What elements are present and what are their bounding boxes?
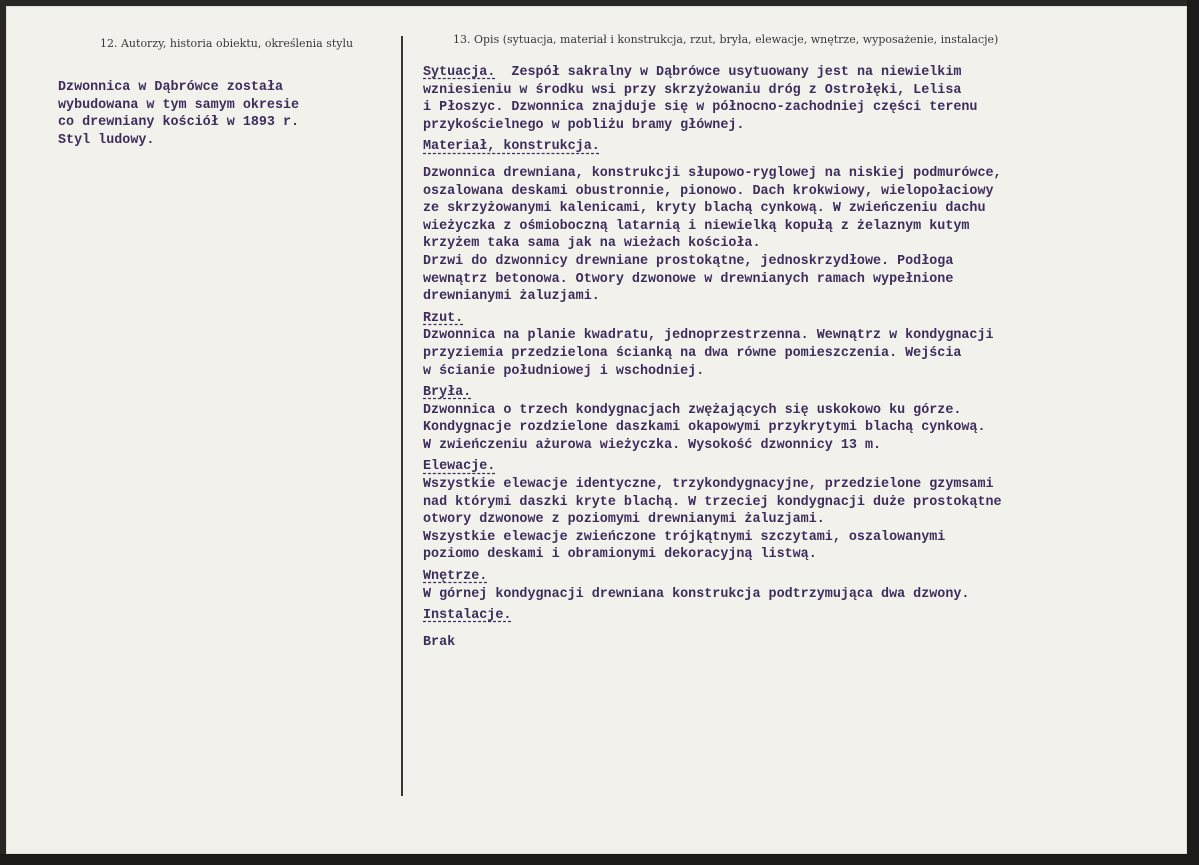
text-line: wzniesieniu w środku wsi przy skrzyżowaniu dróg z Ostrołęki, Lelisa (423, 82, 962, 98)
section-heading-body: Bryła. (423, 385, 472, 401)
text-line: w ścianie południowej i wschodniej. (423, 363, 705, 379)
column-divider (401, 36, 403, 796)
text-line: co drewniany kościół w 1893 r. (58, 115, 300, 131)
text-line: Wszystkie elewacje identyczne, trzykondygnacyjne, przedzielone gzymsami (423, 477, 994, 493)
text-line: Dzwonnica na planie kwadratu, jednoprzestrzenna. Wewnątrz w kondygnacji (423, 328, 994, 344)
section-heading-interior: Wnętrze. (423, 569, 488, 585)
description-text (423, 64, 1002, 651)
text-line: oszalowana deskami obustronnie, pionowo. Dach krokwiowy, wielopołaciowy (423, 183, 994, 199)
text-line: wieżyczka z ośmioboczną latarnią i niewielką kopułą z żelaznym kutym (423, 218, 970, 234)
text-line: poziomo deskami i obramionymi dekoracyjną listwą. (423, 547, 817, 563)
text-line: Drzwi do dzwonnicy drewniane prostokątne, jednoskrzydłowe. Podłoga (423, 253, 954, 269)
text-line: drewnianymi żaluzjami. (423, 289, 600, 305)
text-line: wybudowana w tym samym okresie (58, 97, 300, 113)
section-heading-material: Materiał, konstrukcja. (423, 139, 600, 155)
text-line: Brak (423, 634, 456, 650)
text-line: Dzwonnica o trzech kondygnacjach zwężających się uskokowo ku górze. (423, 402, 962, 418)
field-13-header: 13. Opis (sytuacja, materiał i konstrukcja, rzut, bryła, elewacje, wnętrze, wyposażenie, instalacje) (453, 33, 999, 46)
text-line: Zespół sakralny w Dąbrówce usytuowany jest na niewielkim (511, 65, 962, 80)
text-line: ze skrzyżowanymi kalenicami, kryty blachą cynkową. W zwieńczeniu dachu (423, 201, 986, 217)
section-situation-line (423, 64, 1002, 82)
text-line: Kondygnacje rozdzielone daszkami okapowymi przykrytymi blachą cynkową. (423, 420, 986, 436)
text-line: W górnej kondygnacji drewniana konstrukcja podtrzymująca dwa dzwony. (423, 586, 970, 602)
section-heading-situation: Sytuacja. (423, 65, 496, 80)
section-heading-elevations: Elewacje. (423, 459, 496, 475)
section-heading-installations: Instalacje. (423, 608, 512, 624)
scan-edge-bottom (0, 854, 1199, 865)
text-line: wewnątrz betonowa. Otwory dzwonowe w drewnianych ramach wypełnione (423, 271, 954, 287)
text-line: przykościelnego w pobliżu bramy głównej. (423, 117, 745, 133)
section-heading-plan: Rzut. (423, 310, 464, 326)
field-12-header: 12. Autorzy, historia obiektu, określenia stylu (100, 37, 354, 50)
text-line: Dzwonnica w Dąbrówce została (58, 80, 283, 95)
text-line: Wszystkie elewacje zwieńczone trójkątnymi szczytami, oszalowanymi (423, 529, 946, 545)
text-line: Styl ludowy. (58, 132, 155, 148)
text-line: otwory dzwonowe z poziomymi drewnianymi żaluzjami. (423, 512, 825, 528)
text-line: przyziemia przedzielona ścianką na dwa równe pomieszczenia. Wejścia (423, 345, 962, 361)
scan-edge-right (1187, 0, 1199, 865)
text-line: i Płoszyc. Dzwonnica znajduje się w północno-zachodniej części terenu (423, 100, 978, 116)
authors-history-text (58, 79, 299, 149)
text-line: Dzwonnica drewniana, konstrukcji słupowo-ryglowej na niskiej podmurówce, (423, 165, 1002, 181)
text-line: W zwieńczeniu ażurowa wieżyczka. Wysokość dzwonnicy 13 m. (423, 437, 882, 453)
text-line: nad którymi daszki kryte blachą. W trzeciej kondygnacji duże prostokątne (423, 494, 1002, 510)
text-line: krzyżem taka sama jak na wieżach kościoła. (423, 236, 761, 252)
